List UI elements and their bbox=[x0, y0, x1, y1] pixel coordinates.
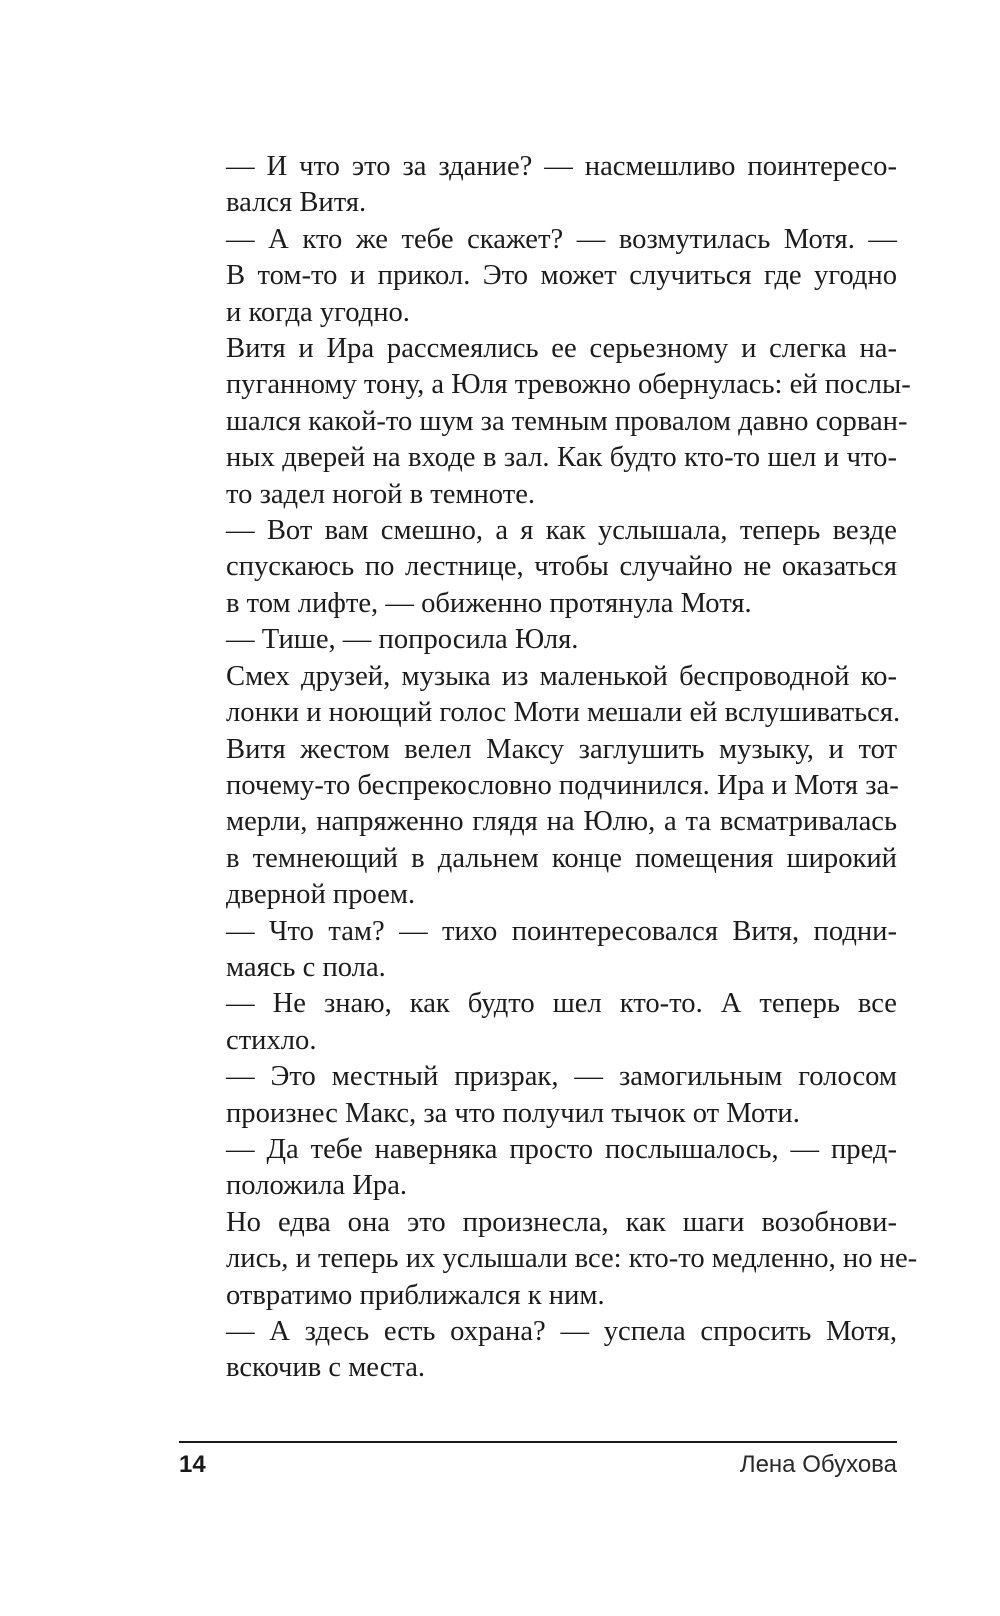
body-text bbox=[179, 149, 918, 1387]
text-line: — Это местный призрак, — замогильным голосом bbox=[226, 1061, 897, 1093]
text-line: — Вот вам смешно, а я как услышала, теперь везде bbox=[226, 515, 897, 547]
text-line: Витя и Ира рассмеялись ее серьезному и слегка на- bbox=[226, 333, 897, 365]
text-line: — Да тебе наверняка просто послышалось, — пред- bbox=[226, 1133, 897, 1165]
text-line: в том лифте, — обиженно протянула Мотя. bbox=[226, 587, 752, 619]
text-line: — А кто же тебе скажет? — возмутилась Мотя. — bbox=[226, 223, 897, 255]
text-line: Витя жестом велел Максу заглушить музыку, и тот bbox=[226, 733, 897, 765]
text-line: Смех друзей, музыка из маленькой беспроводной ко- bbox=[226, 660, 897, 692]
text-line: мерли, напряженно глядя на Юлю, а та всматривалась bbox=[226, 806, 897, 838]
text-line: В том-то и прикол. Это может случиться где угодно bbox=[226, 260, 897, 292]
text-line: отвратимо приближался к ним. bbox=[226, 1279, 605, 1311]
text-line: — Не знаю, как будто шел кто-то. А теперь все bbox=[226, 988, 897, 1020]
running-footer-author: Лена Обухова bbox=[739, 1451, 897, 1478]
text-line: то задел ногой в темноте. bbox=[226, 478, 536, 510]
paragraph bbox=[179, 149, 897, 222]
paragraph bbox=[179, 513, 897, 622]
text-line: положила Ира. bbox=[226, 1170, 408, 1202]
text-line: — И что это за здание? — насмешливо поинтересо- bbox=[226, 151, 897, 182]
paragraph bbox=[179, 1314, 897, 1387]
paragraph bbox=[179, 1205, 918, 1314]
text-line: дверной проем. bbox=[226, 879, 416, 911]
text-line: и когда угодно. bbox=[226, 296, 410, 328]
text-line: — Тише, — попросила Юля. bbox=[226, 624, 579, 656]
text-line: произнес Макс, за что получил тычок от Моти. bbox=[226, 1097, 800, 1129]
text-line: спускаюсь по лестнице, чтобы случайно не оказаться bbox=[226, 551, 897, 583]
text-line: — Что там? — тихо поинтересовался Витя, подни- bbox=[226, 915, 897, 947]
text-line: стихло. bbox=[226, 1024, 317, 1056]
text-line: Но едва она это произнесла, как шаги возобнови- bbox=[226, 1206, 897, 1238]
paragraph bbox=[179, 732, 897, 914]
text-line: почему-то беспрекословно подчинился. Ира и Мотя за- bbox=[226, 769, 899, 801]
text-line: лись, и теперь их услышали все: кто-то медленно, но не- bbox=[226, 1243, 918, 1275]
paragraph bbox=[179, 986, 897, 1059]
paragraph bbox=[179, 914, 897, 987]
paragraph bbox=[179, 1132, 897, 1205]
text-line: ных дверей на входе в зал. Как будто кто-то шел и что- bbox=[226, 442, 897, 474]
paragraph bbox=[179, 222, 897, 331]
text-line: — А здесь есть охрана? — успела спросить Мотя, bbox=[226, 1316, 897, 1347]
page-number: 14 bbox=[179, 1451, 206, 1478]
text-line: в темнеющий в дальнем конце помещения широкий bbox=[226, 842, 897, 874]
text-line: пуганному тону, а Юля тревожно обернулась: ей послы- bbox=[226, 369, 911, 401]
footer-rule bbox=[179, 1441, 897, 1443]
paragraph bbox=[179, 659, 901, 732]
text-line: лонки и ноющий голос Моти мешали ей вслушиваться. bbox=[226, 697, 901, 729]
paragraph bbox=[179, 622, 897, 658]
paragraph bbox=[179, 1059, 897, 1132]
text-line: вался Витя. bbox=[226, 187, 367, 219]
text-line: шался какой-то шум за темным провалом давно сорван- bbox=[226, 405, 908, 437]
text-line: маясь с пола. bbox=[226, 951, 386, 983]
paragraph bbox=[179, 331, 911, 513]
text-line: вскочив с места. bbox=[226, 1352, 426, 1384]
